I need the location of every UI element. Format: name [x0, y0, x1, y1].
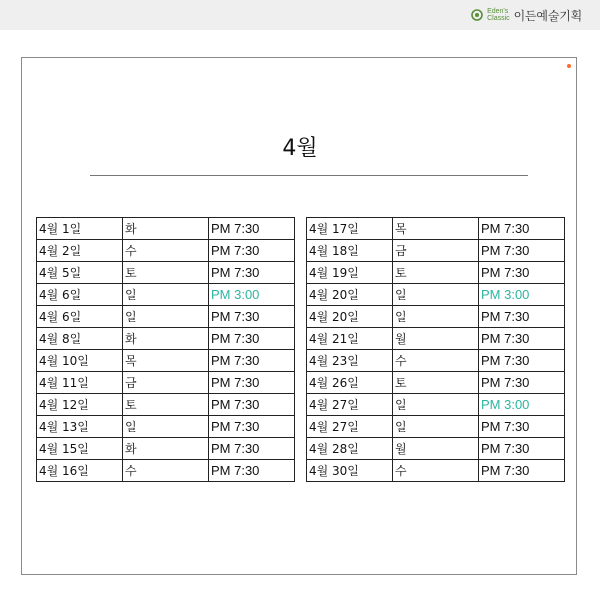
- day-cell: 수: [123, 460, 209, 482]
- table-row: [37, 284, 295, 306]
- day-cell: 목: [393, 218, 479, 240]
- date-cell: 4월 27일: [307, 394, 393, 416]
- table-row: [307, 262, 565, 284]
- day-cell: 일: [393, 394, 479, 416]
- table-row: [307, 306, 565, 328]
- marker-dot: [567, 64, 571, 68]
- day-cell: 토: [393, 262, 479, 284]
- brand-sub-line-1: Eden's: [487, 8, 509, 15]
- time-cell: PM 7:30: [209, 218, 295, 240]
- schedule-table-left: [36, 217, 295, 482]
- table-row: [37, 460, 295, 482]
- time-cell: PM 7:30: [479, 306, 565, 328]
- time-cell: PM 7:30: [209, 438, 295, 460]
- date-cell: 4월 11일: [37, 372, 123, 394]
- date-cell: 4월 2일: [37, 240, 123, 262]
- date-cell: 4월 28일: [307, 438, 393, 460]
- date-cell: 4월 8일: [37, 328, 123, 350]
- table-row: [37, 262, 295, 284]
- table-row: [307, 438, 565, 460]
- day-cell: 일: [393, 284, 479, 306]
- time-cell: PM 7:30: [209, 416, 295, 438]
- date-cell: 4월 17일: [307, 218, 393, 240]
- day-cell: 금: [393, 240, 479, 262]
- day-cell: 토: [123, 262, 209, 284]
- table-row: [307, 240, 565, 262]
- day-cell: 화: [123, 328, 209, 350]
- date-cell: 4월 20일: [307, 284, 393, 306]
- date-cell: 4월 13일: [37, 416, 123, 438]
- day-cell: 금: [123, 372, 209, 394]
- table-row: [307, 328, 565, 350]
- time-cell: PM 3:00: [479, 394, 565, 416]
- table-row: [307, 372, 565, 394]
- time-cell: PM 7:30: [209, 350, 295, 372]
- date-cell: 4월 1일: [37, 218, 123, 240]
- table-row: [37, 350, 295, 372]
- brand-sub-line-2: Classic: [487, 15, 510, 22]
- table-row: [37, 372, 295, 394]
- table-row: [37, 218, 295, 240]
- page-title: 4월: [282, 136, 318, 161]
- time-cell: PM 7:30: [209, 240, 295, 262]
- time-cell: PM 3:00: [479, 284, 565, 306]
- brand-name: 이든예술기획: [513, 8, 582, 23]
- table-row: [37, 394, 295, 416]
- table-row: [37, 438, 295, 460]
- date-cell: 4월 12일: [37, 394, 123, 416]
- date-cell: 4월 20일: [307, 306, 393, 328]
- date-cell: 4월 10일: [37, 350, 123, 372]
- date-cell: 4월 27일: [307, 416, 393, 438]
- time-cell: PM 7:30: [479, 438, 565, 460]
- time-cell: PM 7:30: [479, 328, 565, 350]
- time-cell: PM 7:30: [209, 328, 295, 350]
- date-cell: 4월 30일: [307, 460, 393, 482]
- schedule-sheet: [21, 57, 577, 575]
- time-cell: PM 7:30: [479, 372, 565, 394]
- date-cell: 4월 19일: [307, 262, 393, 284]
- table-row: [307, 350, 565, 372]
- table-row: [37, 416, 295, 438]
- day-cell: 일: [123, 284, 209, 306]
- green-circle-logo-icon: [471, 9, 483, 21]
- table-row: [307, 416, 565, 438]
- table-row: [37, 306, 295, 328]
- day-cell: 화: [123, 218, 209, 240]
- date-cell: 4월 16일: [37, 460, 123, 482]
- day-cell: 일: [123, 306, 209, 328]
- top-bar: [0, 0, 600, 30]
- time-cell: PM 7:30: [209, 394, 295, 416]
- date-cell: 4월 23일: [307, 350, 393, 372]
- day-cell: 월: [393, 328, 479, 350]
- brand-logo-link[interactable]: [471, 6, 582, 24]
- time-cell: PM 7:30: [479, 262, 565, 284]
- day-cell: 수: [393, 350, 479, 372]
- date-cell: 4월 15일: [37, 438, 123, 460]
- schedule-table-right: [306, 217, 565, 482]
- time-cell: PM 7:30: [209, 372, 295, 394]
- table-row: [307, 394, 565, 416]
- day-cell: 토: [123, 394, 209, 416]
- table-row: [37, 328, 295, 350]
- brand-subtitle: [487, 8, 510, 22]
- day-cell: 월: [393, 438, 479, 460]
- day-cell: 화: [123, 438, 209, 460]
- time-cell: PM 7:30: [209, 262, 295, 284]
- time-cell: PM 7:30: [479, 350, 565, 372]
- time-cell: PM 7:30: [479, 240, 565, 262]
- time-cell: PM 7:30: [209, 306, 295, 328]
- day-cell: 일: [123, 416, 209, 438]
- day-cell: 수: [123, 240, 209, 262]
- day-cell: 일: [393, 306, 479, 328]
- date-cell: 4월 5일: [37, 262, 123, 284]
- time-cell: PM 7:30: [479, 460, 565, 482]
- table-row: [37, 240, 295, 262]
- date-cell: 4월 26일: [307, 372, 393, 394]
- day-cell: 토: [393, 372, 479, 394]
- date-cell: 4월 6일: [37, 306, 123, 328]
- title-divider: [90, 175, 528, 176]
- time-cell: PM 7:30: [479, 218, 565, 240]
- table-row: [307, 218, 565, 240]
- time-cell: PM 3:00: [209, 284, 295, 306]
- day-cell: 수: [393, 460, 479, 482]
- day-cell: 일: [393, 416, 479, 438]
- table-row: [307, 460, 565, 482]
- date-cell: 4월 18일: [307, 240, 393, 262]
- date-cell: 4월 6일: [37, 284, 123, 306]
- date-cell: 4월 21일: [307, 328, 393, 350]
- time-cell: PM 7:30: [479, 416, 565, 438]
- time-cell: PM 7:30: [209, 460, 295, 482]
- table-row: [307, 284, 565, 306]
- day-cell: 목: [123, 350, 209, 372]
